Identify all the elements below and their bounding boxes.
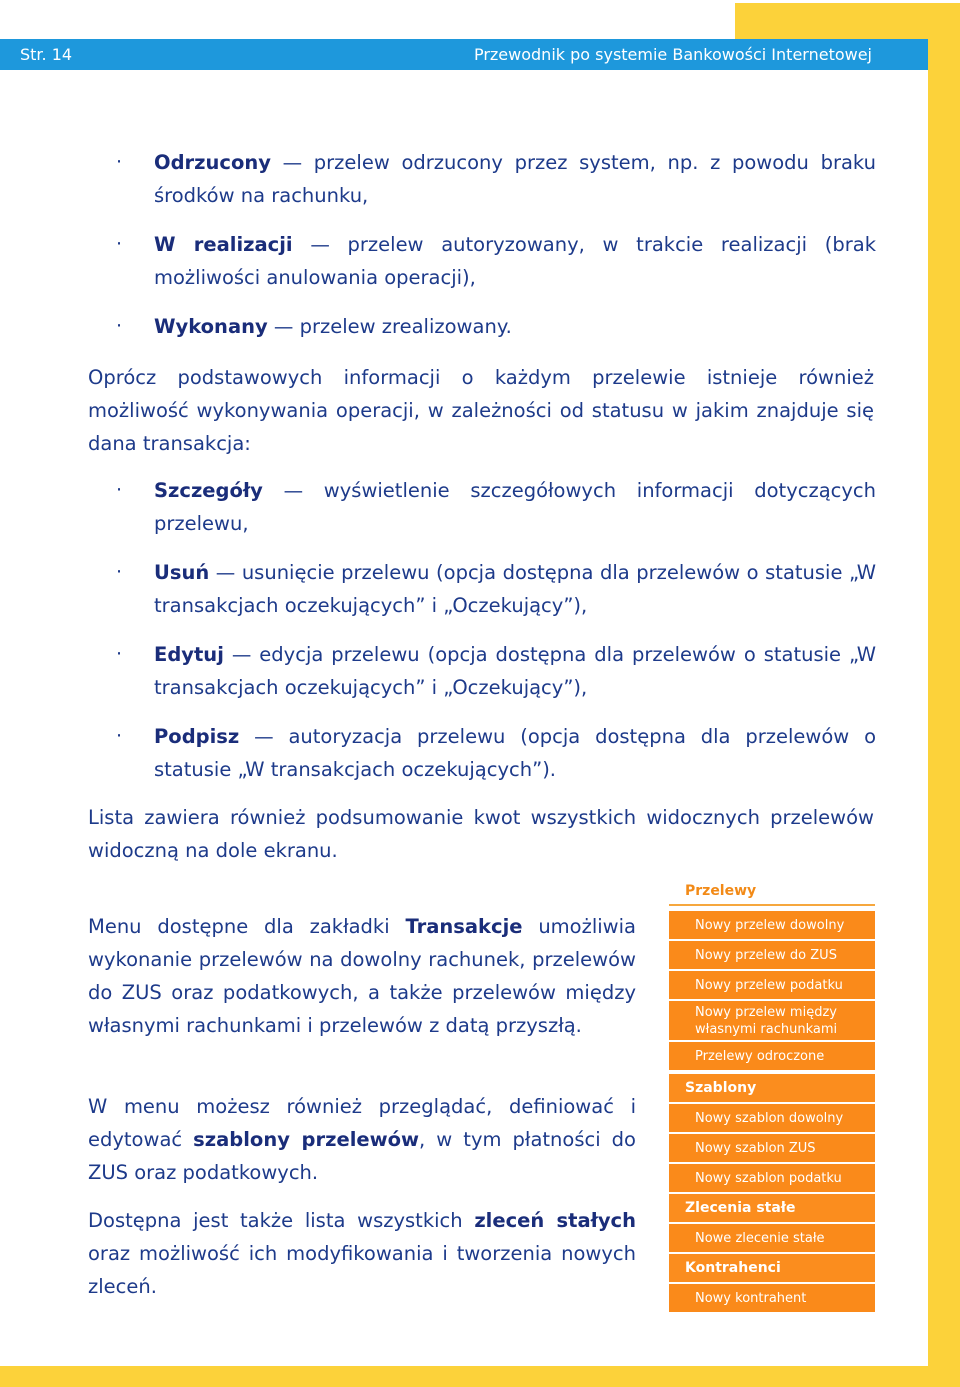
list-item: [116, 638, 876, 704]
page-header: [0, 39, 928, 70]
menu-section-przelewy[interactable]: Przelewy: [669, 878, 875, 906]
status-term: Odrzucony: [154, 151, 271, 174]
bullet-icon: ·: [116, 725, 123, 747]
bullet-icon: ·: [116, 561, 123, 583]
list-item: [116, 720, 876, 786]
decorative-frame-top: [735, 3, 960, 39]
document-title: Przewodnik po systemie Bankowości Internetowej: [473, 45, 872, 64]
menu-item-nowy-kontrahent[interactable]: Nowy kontrahent: [669, 1282, 875, 1312]
status-term: W realizacji: [154, 233, 293, 256]
menu-item-nowy-szablon-dowolny[interactable]: Nowy szablon dowolny: [669, 1102, 875, 1132]
intro-paragraph: Oprócz podstawowych informacji o każdym przelewie istnieje również możliwość wykonywania operacji, w zależności od statusu w jakim znajduje się dana transakcja:: [88, 366, 874, 455]
list-item: [116, 556, 876, 622]
text-segment: oraz możliwość ich modyfikowania i tworzenia nowych zleceń.: [88, 1242, 636, 1298]
menu-item-label: Nowy przelew między: [695, 1004, 837, 1020]
highlight-term: szablony przelewów: [193, 1128, 420, 1151]
operation-term: Szczegóły: [154, 479, 263, 502]
text-segment: Dostępna jest także lista wszystkich: [88, 1209, 475, 1232]
menu-section-zlecenia-stale[interactable]: Zlecenia stałe: [669, 1192, 875, 1222]
transactions-menu: [669, 878, 875, 1312]
highlight-term: Transakcje: [405, 915, 523, 938]
list-item: [116, 474, 876, 540]
highlight-term: zleceń stałych: [474, 1209, 636, 1232]
list-item: [116, 146, 876, 212]
operation-description: — wyświetlenie szczegółowych informacji dotyczących przelewu,: [154, 479, 876, 535]
summary-paragraph: Lista zawiera również podsumowanie kwot wszystkich widocznych przelewów widoczną na dole ekranu.: [88, 806, 874, 862]
menu-description-paragraph: [88, 910, 636, 1042]
menu-item-nowy-przelew-miedzy[interactable]: [669, 999, 875, 1040]
page-number: Str. 14: [20, 45, 73, 64]
menu-item-nowy-szablon-zus[interactable]: Nowy szablon ZUS: [669, 1132, 875, 1162]
decorative-frame-right: [928, 3, 960, 1387]
status-description: — przelew autoryzowany, w trakcie realizacji (brak możliwości anulowania operacji),: [154, 233, 876, 289]
menu-item-label: własnymi rachunkami: [695, 1021, 838, 1037]
list-item: [116, 310, 876, 343]
operation-description: — edycja przelewu (opcja dostępna dla przelewów o statusie „W transakcjach oczekujących” i „Oczekujący”),: [154, 643, 876, 699]
decorative-frame-bottom: [0, 1366, 960, 1387]
bullet-icon: ·: [116, 233, 123, 255]
menu-item-nowe-zlecenie-stale[interactable]: Nowe zlecenie stałe: [669, 1222, 875, 1252]
templates-paragraph: [88, 1090, 636, 1189]
operation-description: — autoryzacja przelewu (opcja dostępna dla przelewów o statusie „W transakcjach oczekujących”).: [154, 725, 876, 781]
bullet-icon: ·: [116, 151, 123, 173]
operation-term: Usuń: [154, 561, 210, 584]
status-description: — przelew zrealizowany.: [267, 315, 512, 338]
status-term: Wykonany: [154, 315, 268, 338]
menu-item-nowy-szablon-podatku[interactable]: Nowy szablon podatku: [669, 1162, 875, 1192]
bullet-icon: ·: [116, 643, 123, 665]
list-item: [116, 228, 876, 294]
status-list: [116, 146, 876, 343]
menu-item-nowy-przelew-podatku[interactable]: Nowy przelew podatku: [669, 969, 875, 999]
status-description: — przelew odrzucony przez system, np. z powodu braku środków na rachunku,: [154, 151, 876, 207]
menu-item-nowy-przelew-dowolny[interactable]: Nowy przelew dowolny: [669, 909, 875, 939]
text-segment: W menu możesz również przeglądać, definiować i edytować: [88, 1095, 636, 1151]
standing-orders-paragraph: [88, 1204, 636, 1303]
operations-list: [116, 474, 876, 786]
bullet-icon: ·: [116, 315, 123, 337]
menu-section-szablony[interactable]: Szablony: [669, 1072, 875, 1102]
menu-section-kontrahenci[interactable]: Kontrahenci: [669, 1252, 875, 1282]
menu-item-nowy-przelew-zus[interactable]: Nowy przelew do ZUS: [669, 939, 875, 969]
text-segment: Menu dostępne dla zakładki: [88, 915, 406, 938]
operation-term: Edytuj: [154, 643, 224, 666]
menu-item-przelewy-odroczone[interactable]: Przelewy odroczone: [669, 1040, 875, 1070]
operation-term: Podpisz: [154, 725, 240, 748]
text-segment: , w tym płatności do ZUS oraz podatkowych.: [88, 1128, 636, 1184]
bullet-icon: ·: [116, 479, 123, 501]
text-segment: umożliwia wykonanie przelewów na dowolny rachunek, przelewów do ZUS oraz podatkowych, a także przelewów między własnymi rachunkami i przelewów z datą przyszłą.: [88, 915, 636, 1037]
operation-description: — usunięcie przelewu (opcja dostępna dla przelewów o statusie „W transakcjach oczekujących” i „Oczekujący”),: [154, 561, 876, 617]
